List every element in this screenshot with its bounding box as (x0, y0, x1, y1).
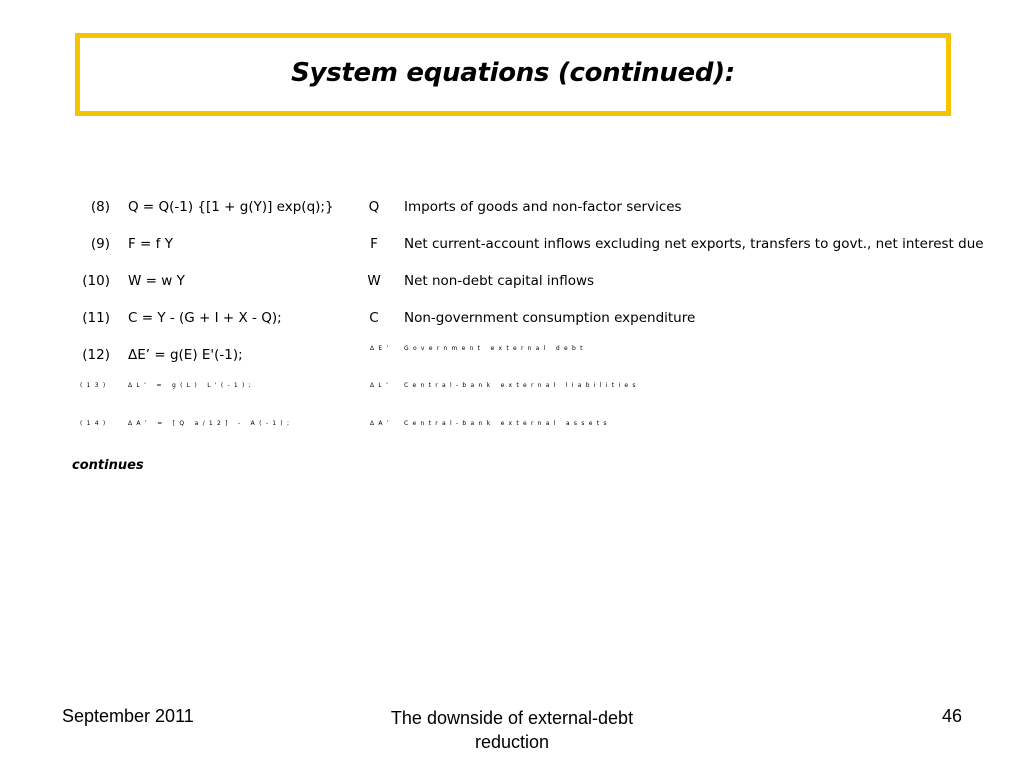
equation-symbol: W (367, 273, 381, 289)
equation-number: (10) (82, 273, 110, 289)
slide-title: System equations (continued): (291, 57, 735, 88)
footer-date: September 2011 (62, 706, 194, 726)
footer-title-line: The downside of external-debt (390, 708, 634, 728)
equation-description: Government external debt (404, 345, 587, 352)
footer-title (342, 706, 682, 754)
equation-number: (9) (90, 236, 110, 252)
equation-expression: ΔA’ = [Q a/12] - A(-1); (128, 420, 294, 427)
equation-symbol: ΔL’ (370, 382, 393, 389)
equation-description: Non-government consumption expenditure (404, 310, 696, 326)
equation-row (0, 199, 1024, 219)
equation-symbol: Q (368, 199, 380, 215)
equation-expression: C = Y - (G + I + X - Q); (128, 310, 282, 326)
equation-number: (12) (82, 347, 110, 363)
equation-number: (13) (80, 382, 110, 389)
equation-row (0, 236, 1024, 256)
equation-symbol: ΔA’ (370, 420, 394, 427)
footer-title-line: reduction (474, 732, 550, 752)
equation-expression: F = f Y (128, 236, 173, 252)
continues-label: continues (72, 458, 144, 473)
equation-description: Net current-account inflows excluding net exports, transfers to govt., net interest due (404, 236, 984, 252)
equation-expression: ΔE’ = g(E) E'(-1); (128, 347, 243, 363)
equation-symbol: C (369, 310, 379, 326)
equation-description: Central-bank external liabilities (404, 382, 640, 389)
equation-expression: Q = Q(-1) {[1 + g(Y)] exp(q);} (128, 199, 334, 215)
equation-row (0, 420, 1024, 440)
title-box (75, 33, 951, 116)
equation-number: (8) (90, 199, 110, 215)
equation-row (0, 347, 1024, 367)
equation-description: Central-bank external assets (404, 420, 611, 427)
equation-number: (14) (80, 420, 110, 427)
page-number: 46 (941, 706, 962, 726)
equation-expression: ΔL’ = g(L) L'(-1); (128, 382, 256, 389)
equation-number: (11) (82, 310, 110, 326)
equation-row (0, 273, 1024, 293)
equation-row (0, 310, 1024, 330)
equation-symbol: ΔE’ (370, 345, 393, 352)
equation-expression: W = w Y (128, 273, 185, 289)
equation-symbol: F (370, 236, 378, 252)
equation-description: Imports of goods and non-factor services (404, 199, 682, 215)
equation-description: Net non-debt capital inflows (404, 273, 595, 289)
equation-row (0, 382, 1024, 402)
